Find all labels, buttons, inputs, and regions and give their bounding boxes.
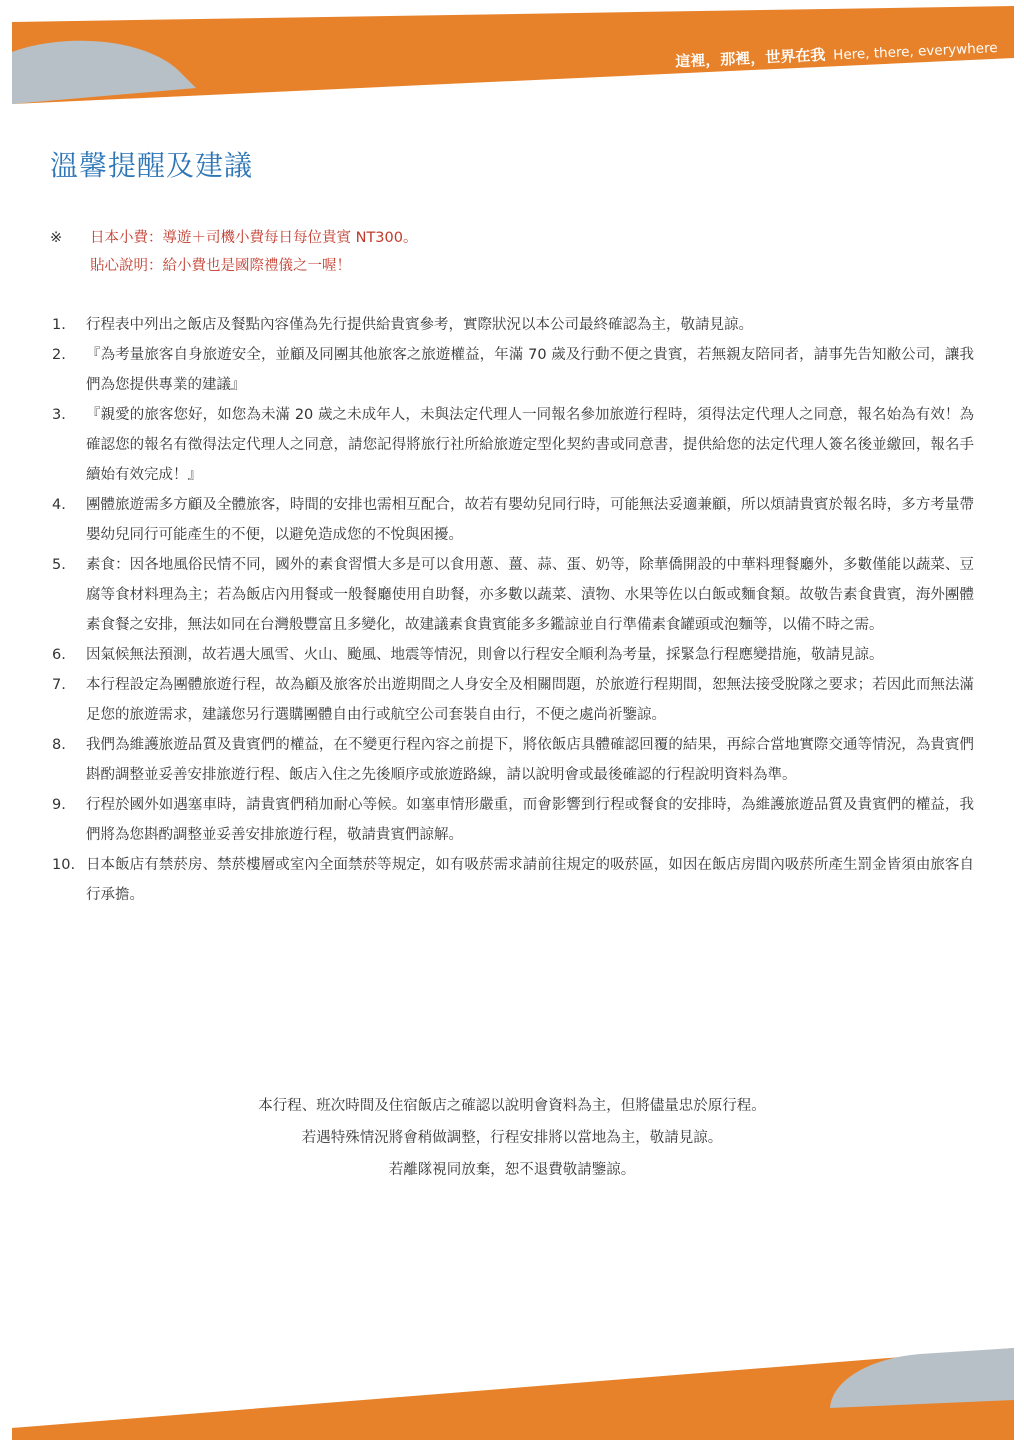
footer-slogan-en: Here, there, everywhere bbox=[181, 1386, 347, 1410]
list-item-number: 4. bbox=[52, 497, 66, 513]
list-item bbox=[52, 790, 974, 850]
list-item bbox=[52, 670, 974, 730]
header-slogan-zh: 這裡，那裡，世界在我 bbox=[675, 45, 827, 71]
closing-line-2: 若遇特殊情況將會稍做調整，行程安排將以當地為主，敬請見諒。 bbox=[301, 1130, 723, 1146]
list-item bbox=[52, 730, 974, 790]
footer-slogan-zh: 這裡，那裡，世界在我 bbox=[23, 1392, 175, 1417]
list-item-number: 3. bbox=[52, 407, 66, 423]
page-title: 溫馨提醒及建議 bbox=[50, 149, 254, 182]
list-item-text: 素食：因各地風俗民情不同，國外的素食習慣大多是可以食用蔥、薑、蒜、蛋、奶等，除華僑開設的中華料理餐廳外，多數僅能以蔬菜、豆腐等食材料理為主；若為飯店內用餐或一般餐廳使用自助餐，亦多數以蔬菜、漬物、水果等佐以白飯或麵食類。故敬告素食貴賓，海外團體素食餐之安排，無法如同在台灣般豐富且多變化，故建議素食貴賓能多多鑑諒並自行準備素食罐頭或泡麵等，以備不時之需。 bbox=[86, 557, 974, 633]
list-item bbox=[52, 400, 974, 490]
list-item bbox=[52, 490, 974, 550]
tip-block bbox=[50, 224, 970, 280]
list-item-number: 10. bbox=[52, 857, 76, 873]
list-item-text: 本行程設定為團體旅遊行程，故為顧及旅客於出遊期間之人身安全及相關問題，於旅遊行程期間，恕無法接受脫隊之要求；若因此而無法滿足您的旅遊需求，建議您另行選購團體自由行或航空公司套裝自由行，不便之處尚祈鑒諒。 bbox=[86, 677, 974, 723]
tip-line-2: 貼心說明：給小費也是國際禮儀之一喔！ bbox=[90, 258, 351, 274]
list-item-number: 7. bbox=[52, 677, 66, 693]
header-slogan-en: Here, there, everywhere bbox=[833, 40, 999, 64]
reference-mark-icon: ※ bbox=[50, 230, 63, 246]
list-item-text: 『親愛的旅客您好，如您為未滿 20 歲之未成年人，未與法定代理人一同報名參加旅遊行程時，須得法定代理人之同意，報名始為有效！為確認您的報名有徵得法定代理人之同意，請您記得將旅行社所給旅遊定型化契約書或同意書，提供給您的法定代理人簽名後並繳回，報名手續始有效完成！』 bbox=[86, 407, 974, 483]
list-item-text: 『為考量旅客自身旅遊安全，並顧及同團其他旅客之旅遊權益，年滿 70 歲及行動不便之貴賓，若無親友陪同者，請事先告知敝公司，讓我們為您提供專業的建議』 bbox=[86, 347, 974, 393]
notes-list bbox=[52, 310, 974, 910]
list-item-text: 行程於國外如遇塞車時，請貴賓們稍加耐心等候。如塞車情形嚴重，而會影響到行程或餐食的安排時，為維護旅遊品質及貴賓們的權益，我們將為您斟酌調整並妥善安排旅遊行程，敬請貴賓們諒解。 bbox=[86, 797, 974, 843]
closing-remarks bbox=[0, 1090, 1024, 1186]
closing-line-3: 若離隊視同放棄，恕不退費敬請鑒諒。 bbox=[388, 1162, 636, 1178]
list-item bbox=[52, 550, 974, 640]
list-item bbox=[52, 340, 974, 400]
closing-line-1: 本行程、班次時間及住宿飯店之確認以說明會資料為主，但將儘量忠於原行程。 bbox=[258, 1098, 766, 1114]
list-item-text: 我們為維護旅遊品質及貴賓們的權益，在不變更行程內容之前提下，將依飯店具體確認回覆的結果，再綜合當地實際交通等情況，為貴賓們斟酌調整並妥善安排旅遊行程、飯店入住之先後順序或旅遊路線，請以說明會或最後確認的行程說明資料為準。 bbox=[86, 737, 974, 783]
list-item-number: 5. bbox=[52, 557, 66, 573]
list-item bbox=[52, 850, 974, 910]
list-item bbox=[52, 640, 974, 670]
list-item-number: 1. bbox=[52, 317, 66, 333]
list-item-number: 8. bbox=[52, 737, 66, 753]
list-item-number: 6. bbox=[52, 647, 66, 663]
list-item-number: 9. bbox=[52, 797, 66, 813]
list-item-text: 團體旅遊需多方顧及全體旅客，時間的安排也需相互配合，故若有嬰幼兒同行時，可能無法妥適兼顧，所以煩請貴賓於報名時，多方考量帶嬰幼兒同行可能產生的不便，以避免造成您的不悅與困擾。 bbox=[86, 497, 974, 543]
list-item bbox=[52, 310, 974, 340]
tip-line-1: 日本小費：導遊＋司機小費每日每位貴賓 NT300。 bbox=[90, 230, 418, 246]
list-item-number: 2. bbox=[52, 347, 66, 363]
list-item-text: 日本飯店有禁菸房、禁菸樓層或室內全面禁菸等規定，如有吸菸需求請前往規定的吸菸區，如因在飯店房間內吸菸所產生罰金皆須由旅客自行承擔。 bbox=[86, 857, 974, 903]
list-item-text: 行程表中列出之飯店及餐點內容僅為先行提供給貴賓參考，實際狀況以本公司最終確認為主，敬請見諒。 bbox=[86, 317, 753, 333]
list-item-text: 因氣候無法預測，故若遇大風雪、火山、颱風、地震等情況，則會以行程安全順利為考量，採緊急行程應變措施，敬請見諒。 bbox=[86, 647, 884, 663]
